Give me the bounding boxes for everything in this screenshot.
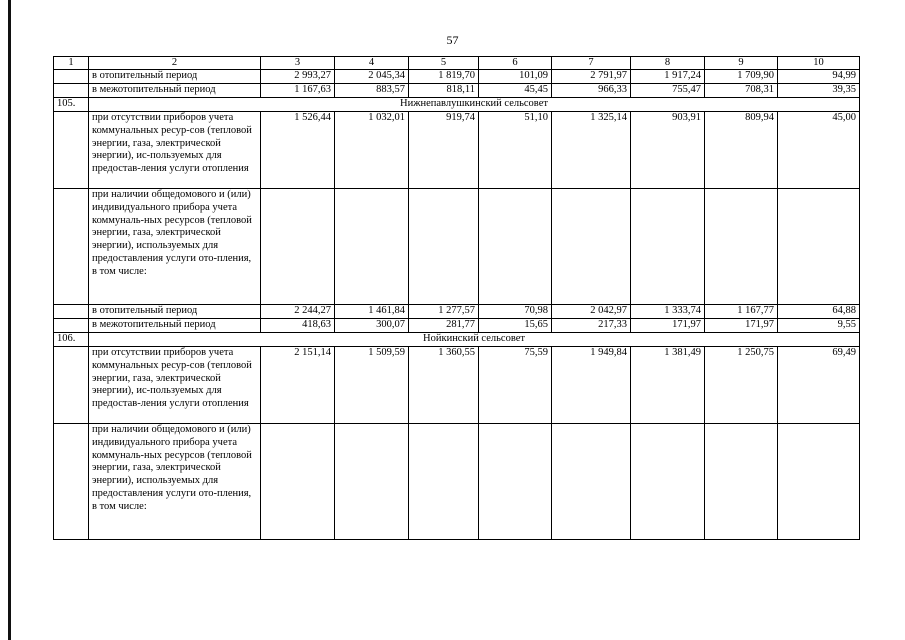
value-cell: 2 244,27 xyxy=(261,305,335,319)
column-header: 2 xyxy=(89,57,261,70)
table-row xyxy=(54,70,860,84)
column-header: 1 xyxy=(54,57,89,70)
value-cell xyxy=(552,189,631,305)
value-cell: 1 250,75 xyxy=(705,347,778,424)
value-cell: 1 709,90 xyxy=(705,70,778,84)
value-cell: 903,91 xyxy=(631,112,705,189)
value-cell: 75,59 xyxy=(479,347,552,424)
row-number xyxy=(54,424,89,540)
row-number xyxy=(54,189,89,305)
value-cell: 2 791,97 xyxy=(552,70,631,84)
section-number: 105. xyxy=(54,98,89,112)
value-cell: 1 461,84 xyxy=(335,305,409,319)
column-header: 5 xyxy=(409,57,479,70)
value-cell: 2 151,14 xyxy=(261,347,335,424)
value-cell: 1 509,59 xyxy=(335,347,409,424)
table-row xyxy=(54,424,860,540)
column-header: 6 xyxy=(479,57,552,70)
column-header: 9 xyxy=(705,57,778,70)
row-description: в межотопительный период xyxy=(89,84,261,98)
value-cell: 966,33 xyxy=(552,84,631,98)
column-header: 7 xyxy=(552,57,631,70)
column-numbers-row xyxy=(54,57,860,70)
value-cell: 300,07 xyxy=(335,319,409,333)
section-header-row xyxy=(54,333,860,347)
value-cell: 281,77 xyxy=(409,319,479,333)
scan-left-edge xyxy=(8,0,11,640)
value-cell: 919,74 xyxy=(409,112,479,189)
row-description: при наличии общедомового и (или) индивидуального прибора учета коммуналь-ных ресурсов (тепловой энергии, газа, электрической энергии), используемых для предоставления услуги ото-пления, в том числе: xyxy=(89,189,261,305)
table-row xyxy=(54,84,860,98)
row-number xyxy=(54,305,89,319)
value-cell xyxy=(261,424,335,540)
row-number xyxy=(54,347,89,424)
value-cell: 171,97 xyxy=(631,319,705,333)
value-cell: 1 949,84 xyxy=(552,347,631,424)
value-cell: 2 045,34 xyxy=(335,70,409,84)
value-cell: 1 032,01 xyxy=(335,112,409,189)
value-cell: 45,45 xyxy=(479,84,552,98)
column-header: 3 xyxy=(261,57,335,70)
table-row xyxy=(54,112,860,189)
section-title: Нижнепавлушкинский сельсовет xyxy=(89,98,860,112)
value-cell: 1 360,55 xyxy=(409,347,479,424)
value-cell xyxy=(552,424,631,540)
value-cell: 708,31 xyxy=(705,84,778,98)
value-cell: 171,97 xyxy=(705,319,778,333)
value-cell: 1 277,57 xyxy=(409,305,479,319)
value-cell xyxy=(479,424,552,540)
row-description: в отопительный период xyxy=(89,305,261,319)
value-cell: 1 381,49 xyxy=(631,347,705,424)
value-cell: 818,11 xyxy=(409,84,479,98)
value-cell xyxy=(778,424,860,540)
value-cell xyxy=(705,189,778,305)
value-cell: 1 917,24 xyxy=(631,70,705,84)
value-cell xyxy=(409,424,479,540)
value-cell: 45,00 xyxy=(778,112,860,189)
value-cell xyxy=(261,189,335,305)
section-number: 106. xyxy=(54,333,89,347)
value-cell: 51,10 xyxy=(479,112,552,189)
value-cell xyxy=(778,189,860,305)
row-description: при отсутствии приборов учета коммунальных ресур-сов (тепловой энергии, газа, электрической энергии), ис-пользуемых для предостав-ления услуги отопления xyxy=(89,112,261,189)
value-cell: 2 042,97 xyxy=(552,305,631,319)
value-cell: 1 819,70 xyxy=(409,70,479,84)
value-cell xyxy=(705,424,778,540)
value-cell: 1 167,63 xyxy=(261,84,335,98)
value-cell: 1 167,77 xyxy=(705,305,778,319)
row-description: при наличии общедомового и (или) индивидуального прибора учета коммуналь-ных ресурсов (тепловой энергии, газа, электрической энергии), используемых для предоставления услуги ото-пления, в том числе: xyxy=(89,424,261,540)
value-cell xyxy=(335,424,409,540)
column-header: 4 xyxy=(335,57,409,70)
value-cell xyxy=(479,189,552,305)
value-cell xyxy=(335,189,409,305)
table-row xyxy=(54,305,860,319)
value-cell: 70,98 xyxy=(479,305,552,319)
value-cell: 9,55 xyxy=(778,319,860,333)
value-cell: 2 993,27 xyxy=(261,70,335,84)
row-description: в отопительный период xyxy=(89,70,261,84)
row-number xyxy=(54,112,89,189)
column-header: 8 xyxy=(631,57,705,70)
value-cell xyxy=(631,424,705,540)
value-cell: 883,57 xyxy=(335,84,409,98)
value-cell: 1 526,44 xyxy=(261,112,335,189)
value-cell: 217,33 xyxy=(552,319,631,333)
table-row xyxy=(54,319,860,333)
value-cell: 1 333,74 xyxy=(631,305,705,319)
row-description: в межотопительный период xyxy=(89,319,261,333)
page-number: 57 xyxy=(446,33,459,47)
value-cell: 39,35 xyxy=(778,84,860,98)
value-cell xyxy=(409,189,479,305)
value-cell: 69,49 xyxy=(778,347,860,424)
value-cell xyxy=(631,189,705,305)
row-number xyxy=(54,319,89,333)
section-title: Нойкинский сельсовет xyxy=(89,333,860,347)
column-header: 10 xyxy=(778,57,860,70)
value-cell: 64,88 xyxy=(778,305,860,319)
row-description: при отсутствии приборов учета коммунальных ресур-сов (тепловой энергии, газа, электрической энергии), ис-пользуемых для предостав-ления услуги отопления xyxy=(89,347,261,424)
table-row xyxy=(54,347,860,424)
table-row xyxy=(54,189,860,305)
row-number xyxy=(54,84,89,98)
value-cell: 418,63 xyxy=(261,319,335,333)
row-number xyxy=(54,70,89,84)
value-cell: 94,99 xyxy=(778,70,860,84)
value-cell: 15,65 xyxy=(479,319,552,333)
value-cell: 755,47 xyxy=(631,84,705,98)
value-cell: 1 325,14 xyxy=(552,112,631,189)
tariff-table xyxy=(53,56,860,540)
value-cell: 809,94 xyxy=(705,112,778,189)
value-cell: 101,09 xyxy=(479,70,552,84)
section-header-row xyxy=(54,98,860,112)
